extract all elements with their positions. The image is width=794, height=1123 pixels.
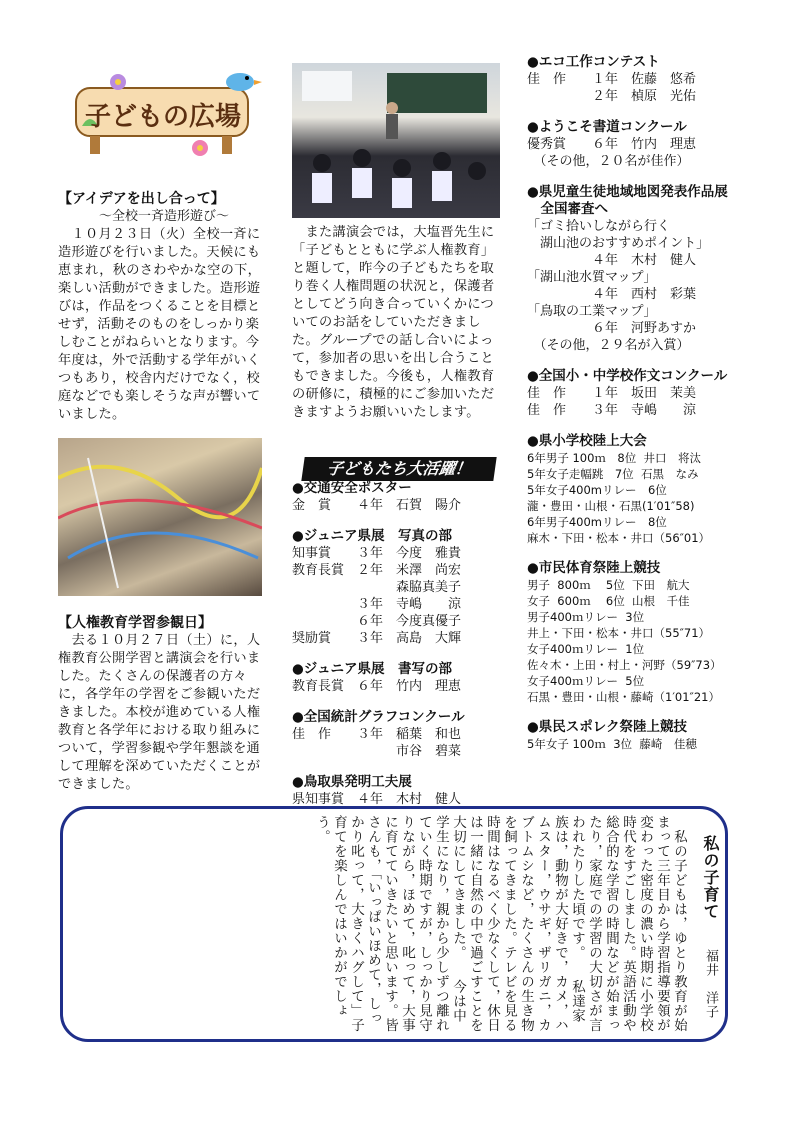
award-title: ●ようこそ書道コンクール	[527, 119, 687, 135]
awards-column-center	[292, 480, 504, 822]
award-title: ●全国小・中学校作文コンクール	[527, 368, 728, 384]
award-title: ●交通安全ポスター	[292, 480, 412, 496]
article-idea	[58, 190, 270, 424]
award-row: 教育長賞 ６年 竹内 理恵	[292, 679, 462, 694]
article-body: 去る１０月２７日（土）に，人権教育公開学習と講演会を行いました。たくさんの保護者の方々に，各学年の学習をご参観いただきました。本校が進めている人権教育と各学年における取り組みについて，学習参観や学年懇談を通して理解を深めていただくことができました。	[58, 633, 261, 792]
award-section	[527, 119, 747, 170]
lecture-text	[292, 224, 502, 422]
award-section	[527, 560, 747, 705]
award-row: ６年 河野あすか	[527, 321, 697, 336]
award-row: ６年 今度真優子	[292, 614, 462, 629]
award-row: 佳 作 ３年 稲葉 和也	[292, 727, 462, 742]
achievements-banner	[301, 457, 496, 481]
award-row: ４年 木村 健人	[527, 253, 697, 268]
photo-ribbons	[58, 438, 262, 596]
article-body: １０月２３日（火）全校一斉に造形遊びを行いました。天候にも恵まれ，秋のさわやかな空の下，楽しい活動ができました。造形遊びは，作品をつくることを目標とせず，活動そのものをしっかり楽しむことがねらいとなります。今年度は，外で活動する学年がいくつもあり，校舎内だけでなく，校庭などでも楽しそうな声が響いていました。	[58, 227, 262, 422]
award-section	[527, 719, 747, 752]
article-title: 【アイデアを出し合って】	[58, 191, 225, 207]
photo-classroom-lecture	[292, 63, 500, 218]
award-row: 金 賞 ４年 石賀 陽介	[292, 498, 462, 513]
award-section	[292, 774, 504, 808]
award-result-row: 女子400ｍリレー 5位	[527, 674, 645, 688]
page-banner	[62, 66, 262, 162]
award-row: ３年 寺嶋 涼	[292, 597, 462, 612]
award-row: 佳 作 １年 佐藤 悠希	[527, 72, 697, 87]
banner-title: 子どもの広場	[84, 102, 241, 132]
award-result-row: 5年女子 100ｍ 3位 藤崎 佳穂	[527, 737, 697, 751]
award-result-row: 佐々木・上田・村上・河野（59″73）	[527, 658, 722, 672]
award-row: （その他，２９名が入賞）	[527, 338, 690, 353]
award-section	[527, 54, 747, 105]
award-result-row: 石黒・豊田・山根・藤崎（1′01″21）	[527, 690, 720, 704]
award-row: 県知事賞 ４年 木村 健人	[292, 792, 462, 807]
award-title: ●ジュニア県展 書写の部	[292, 661, 453, 677]
award-title: ●鳥取県発明工夫展	[292, 774, 412, 790]
award-result-row: 男子400ｍリレー 3位	[527, 610, 645, 624]
award-row: 「ゴミ拾いしながら行く	[527, 219, 671, 234]
article-human-rights	[58, 614, 270, 794]
award-row: 湖山池のおすすめポイント」	[527, 236, 710, 251]
award-result-row: 麻木・下田・松本・井口（56″01）	[527, 531, 711, 545]
award-row: 優秀賞 ６年 竹内 理恵	[527, 137, 697, 152]
award-title: ●県民スポレク祭陸上競技	[527, 719, 688, 735]
award-result-row: 5年女子400mリレー 6位	[527, 483, 667, 497]
award-row: ２年 楨原 光佑	[527, 89, 697, 104]
award-result-row: 5年女子走幅跳 7位 石黒 なみ	[527, 467, 699, 481]
article-title: 【人権教育学習参観日】	[58, 615, 212, 631]
award-result-row: 女子 600ｍ 6位 山根 千佳	[527, 594, 690, 608]
award-title: ●全国統計グラフコンクール	[292, 709, 465, 725]
article-subtitle: ～全校一斉造形遊び～	[98, 209, 229, 224]
award-section	[292, 709, 504, 760]
award-result-row: 井上・下田・松本・井口（55″71）	[527, 626, 711, 640]
essay-body: 私の子どもは，ゆとり教育が始まって三年目から学習指導要領が変わった密度の濃い時期に小学校時代をすごしました。英語活動や総合的な学習の時間などが始まったり，家庭での学習の大切さが言われたりした頃です。 私達家族は，動物が大好きで，カメ，ハムスター，ウサギ，ザリガニ，カブトムシなど，たくさんの生き物を飼ってきました。テレビを見る時間はなるべく少なくして，休日は一緒に自然の中で過ごすことを大切にしてきました。 今は中学生になり，親から少しずつ離れていく時期ですが，しっかり見守りながら，ほめて，叱って，大事に育てていきたいと思います。皆さんも，「いっぱいほめて，しっかり叱って，大きくハグして」子育てを楽しんではいかがでしょう。	[314, 815, 687, 1033]
award-row: 「鳥取の工業マップ」	[527, 304, 657, 319]
award-row: 佳 作 ３年 寺嶋 涼	[527, 403, 697, 418]
award-row: 奨励賞 ３年 高島 大輝	[292, 631, 462, 646]
photo-outdoor-activity	[58, 438, 262, 596]
award-title: ●県児童生徒地域地図発表作品展 全国審査へ	[527, 184, 728, 217]
award-row: 「湖山池水質マップ」	[527, 270, 657, 285]
lecture-body: また講演会では，大塩晋先生に「子どもとともに学ぶ人権教育」と題して，昨今の子どもたちを取り巻く人権問題の状況と，保護者としてどう向き合っていくかについてのお話をしていただきました。グループでの話し合いによって，参加者の思いを出し合うこともできました。今後も，人権教育の研修に，積極的にご参加いただきますようお願いいたします。	[292, 225, 495, 420]
award-row: ４年 西村 彩葉	[527, 287, 697, 302]
essay-box	[60, 806, 728, 1042]
awards-column-right	[527, 54, 747, 766]
award-row: 市谷 碧菜	[292, 744, 462, 759]
award-row: 森脇真美子	[292, 580, 462, 595]
photo-classroom-detail	[292, 63, 500, 218]
award-result-row: 6年男子 100ｍ 8位 井口 将汰	[527, 451, 702, 465]
essay-heading: 私の子育て	[701, 835, 720, 920]
award-row: 知事賞 ３年 今度 雅貴	[292, 546, 462, 561]
award-result-row: 瀧・豊田・山根・石黒(1′01″58)	[527, 499, 695, 513]
award-result-row: 女子400ｍリレー 1位	[527, 642, 645, 656]
award-section	[527, 368, 747, 419]
award-result-row: 男子 800ｍ 5位 下田 航大	[527, 578, 690, 592]
award-section	[292, 661, 504, 695]
award-title: ●エコ工作コンテスト	[527, 54, 660, 70]
award-title: ●ジュニア県展 写真の部	[292, 528, 453, 544]
award-title: ●県小学校陸上大会	[527, 433, 647, 449]
essay-author: 福井 洋子	[703, 949, 718, 1019]
award-row: （その他，２０名が佳作）	[527, 154, 690, 169]
award-section	[292, 528, 504, 647]
award-section	[527, 433, 747, 546]
award-title: ●市民体育祭陸上競技	[527, 560, 661, 576]
award-section	[527, 184, 747, 354]
award-result-row: 6年男子400mリレー 8位	[527, 515, 667, 529]
award-row: 教育長賞 ２年 米澤 尚宏	[292, 563, 462, 578]
achievements-banner-label: 子どもたち大活躍！	[325, 459, 473, 478]
award-row: 佳 作 １年 坂田 茉美	[527, 386, 697, 401]
award-section	[292, 480, 504, 514]
